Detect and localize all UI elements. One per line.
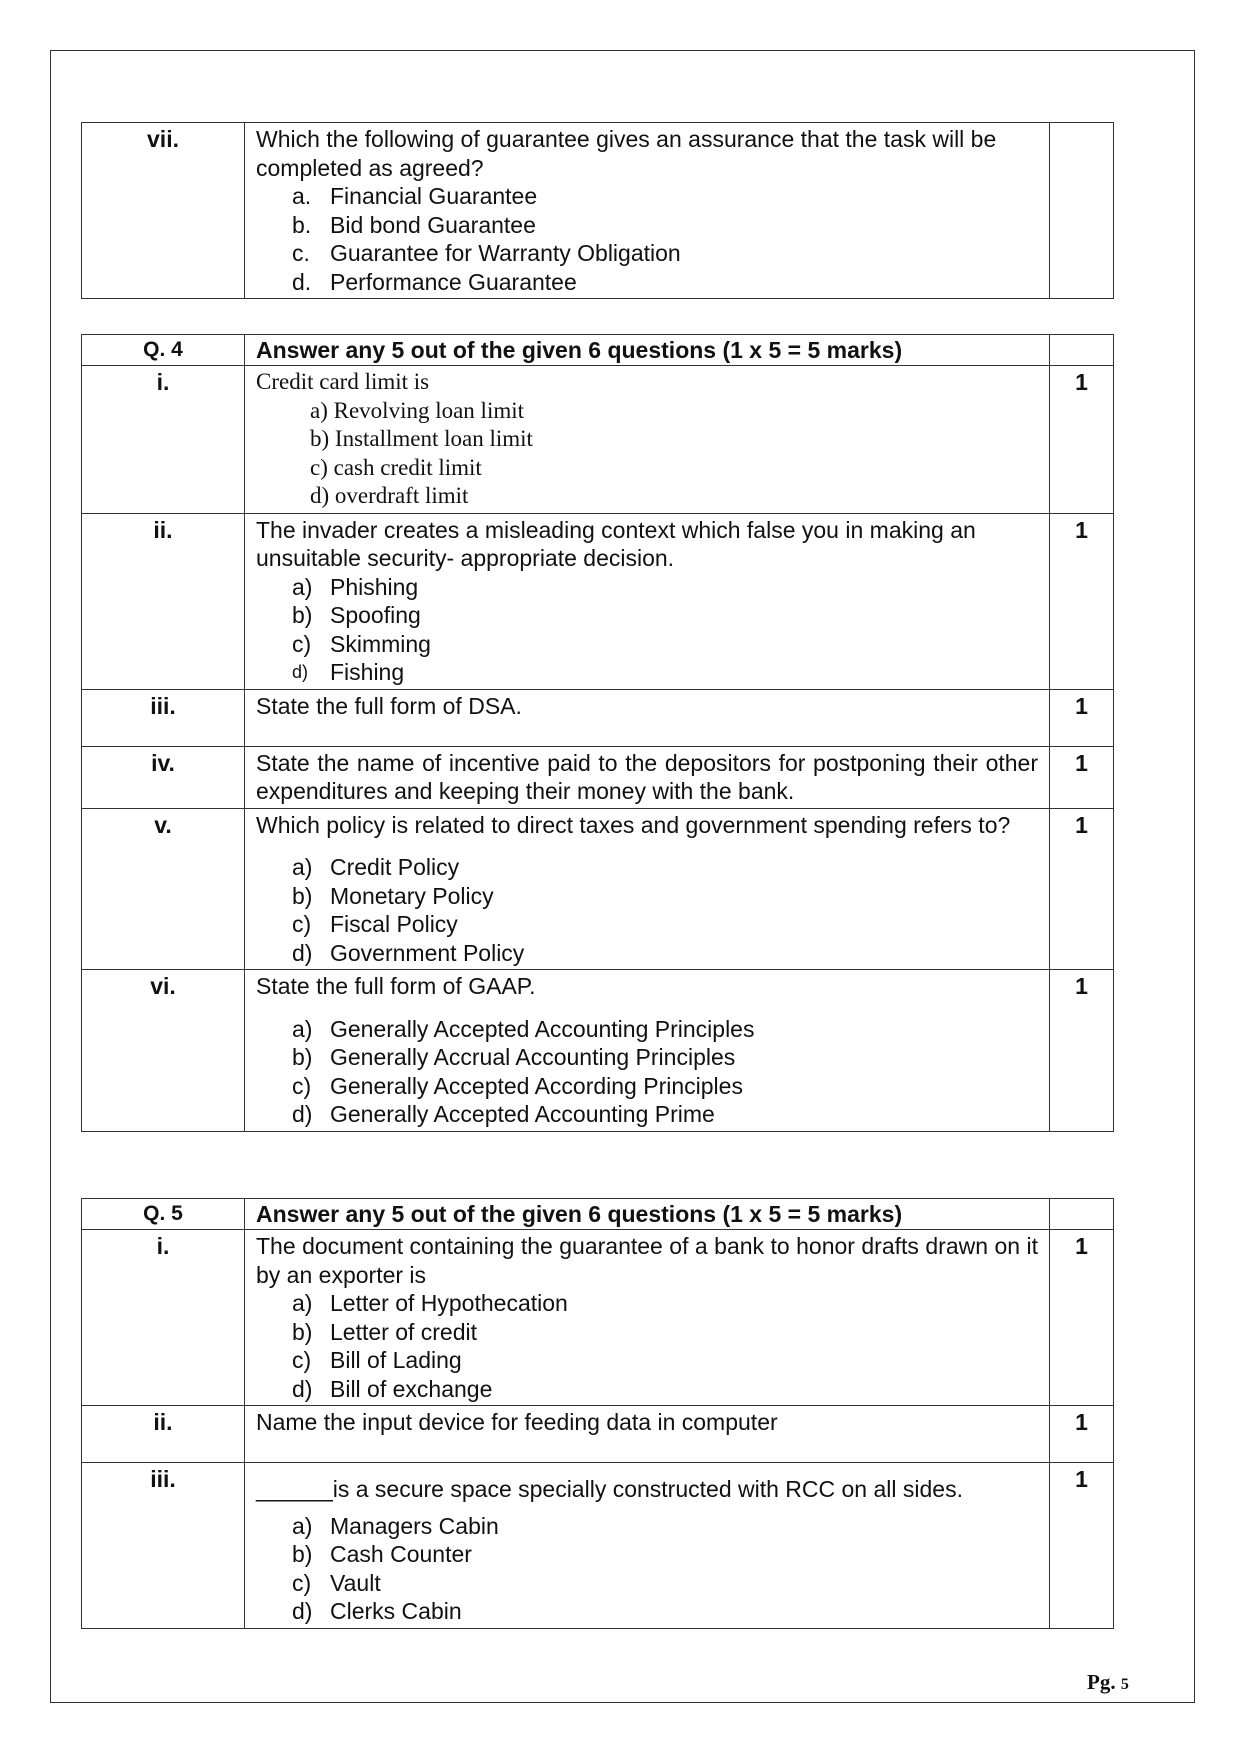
mark-cell: 1 xyxy=(1050,1230,1114,1406)
mark-cell: 1 xyxy=(1050,1463,1114,1629)
option-list xyxy=(256,182,1038,296)
option-item: d) overdraft limit xyxy=(310,483,469,508)
option-list xyxy=(256,1015,1038,1129)
question-row xyxy=(82,970,1114,1132)
question-cell xyxy=(245,513,1050,689)
question-cell xyxy=(245,1230,1050,1406)
option-item: b) Letter of credit xyxy=(292,1318,478,1345)
question-text: State the full form of DSA. xyxy=(256,692,522,719)
option-item: b. Bid bond Guarantee xyxy=(292,211,536,238)
question-text: Which the following of guarantee gives an assurance that the task will be completed as agreed? xyxy=(256,126,997,181)
option-list xyxy=(256,397,1038,511)
question-cell xyxy=(245,123,1050,299)
mark-cell: 1 xyxy=(1050,1406,1114,1463)
option-item: a) Managers Cabin xyxy=(292,1512,499,1539)
mark-cell: 1 xyxy=(1050,689,1114,746)
option-item: a) Revolving loan limit xyxy=(310,397,525,423)
question-text: State the full form of GAAP. xyxy=(256,973,536,999)
question-number: iii. xyxy=(82,1463,245,1629)
option-item: d) Bill of exchange xyxy=(292,1375,493,1402)
question-text: The invader creates a misleading context which false you in making an unsuitable security- appropriate decision. xyxy=(256,516,976,571)
option-list xyxy=(256,853,1038,967)
option-item: c) Fiscal Policy xyxy=(292,911,458,937)
question-row xyxy=(82,1406,1114,1463)
question-row xyxy=(82,513,1114,689)
option-item: b) Cash Counter xyxy=(292,1541,472,1567)
option-item: c. Guarantee for Warranty Obligation xyxy=(292,240,681,266)
mark-cell: 1 xyxy=(1050,746,1114,808)
question-number: vii. xyxy=(82,123,245,299)
option-item: a. Financial Guarantee xyxy=(292,183,538,209)
section-instruction: Answer any 5 out of the given 6 questions (1 x 5 = 5 marks) xyxy=(245,1199,1050,1230)
option-item: a) Credit Policy xyxy=(292,854,460,880)
question-text: Name the input device for feeding data in computer xyxy=(256,1409,778,1435)
option-item: c) Bill of Lading xyxy=(292,1347,462,1373)
question-cell xyxy=(245,746,1050,808)
question-text: The document containing the guarantee of a bank to honor drafts drawn on it by an exporter is xyxy=(256,1233,1038,1288)
question-cell xyxy=(245,1463,1050,1629)
question-number: iv. xyxy=(82,746,245,808)
option-item: a) Phishing xyxy=(292,573,419,600)
mark-cell: 1 xyxy=(1050,808,1114,970)
section-header xyxy=(82,1199,1114,1230)
question-cell xyxy=(245,970,1050,1132)
question-text: Which policy is related to direct taxes and government spending refers to? xyxy=(256,811,1011,838)
question-row xyxy=(82,746,1114,808)
option-item: d) Fishing xyxy=(292,659,405,685)
option-item: d) Generally Accepted Accounting Prime xyxy=(292,1101,715,1127)
option-item: b) Installment loan limit xyxy=(310,426,533,451)
question-cell xyxy=(245,808,1050,970)
question-row xyxy=(82,689,1114,746)
option-item: d) Clerks Cabin xyxy=(292,1598,462,1624)
question-number: vi. xyxy=(82,970,245,1132)
q5-table xyxy=(81,1198,1114,1629)
page-number-value: 5 xyxy=(1120,1676,1129,1693)
option-list xyxy=(256,1512,1038,1626)
option-list xyxy=(256,573,1038,687)
section-header xyxy=(82,335,1114,366)
option-item: a) Letter of Hypothecation xyxy=(292,1290,568,1316)
question-number: ii. xyxy=(82,1406,245,1463)
section-number: Q. 5 xyxy=(82,1199,245,1230)
mark-cell xyxy=(1050,123,1114,299)
option-item: c) Skimming xyxy=(292,630,431,657)
q3-table xyxy=(81,122,1114,299)
option-item: c) Generally Accepted According Principles xyxy=(292,1072,743,1099)
question-text: Credit card limit is xyxy=(256,369,430,394)
question-text: ______is a secure space specially constructed with RCC on all sides. xyxy=(256,1476,963,1502)
mark-cell: 1 xyxy=(1050,513,1114,689)
question-row xyxy=(82,1463,1114,1629)
question-number: i. xyxy=(82,1230,245,1406)
question-cell xyxy=(245,689,1050,746)
question-text: State the name of incentive paid to the depositors for postponing their other expenditures and keeping their money with the bank. xyxy=(256,749,1038,804)
question-number: i. xyxy=(82,366,245,514)
q4-table xyxy=(81,334,1114,1132)
question-row xyxy=(82,366,1114,514)
mark-cell: 1 xyxy=(1050,970,1114,1132)
option-item: d) Government Policy xyxy=(292,939,525,966)
question-row xyxy=(82,808,1114,970)
question-cell xyxy=(245,366,1050,514)
question-row xyxy=(82,123,1114,299)
option-item: b) Monetary Policy xyxy=(292,882,494,909)
option-item: d. Performance Guarantee xyxy=(292,268,577,295)
option-item: b) Generally Accrual Accounting Principles xyxy=(292,1044,736,1070)
page-prefix: Pg. xyxy=(1087,1670,1116,1694)
question-number: ii. xyxy=(82,513,245,689)
question-number: v. xyxy=(82,808,245,970)
section-instruction: Answer any 5 out of the given 6 questions (1 x 5 = 5 marks) xyxy=(245,335,1050,366)
option-item: a) Generally Accepted Accounting Principles xyxy=(292,1015,755,1042)
section-number: Q. 4 xyxy=(82,335,245,366)
question-row xyxy=(82,1230,1114,1406)
question-cell xyxy=(245,1406,1050,1463)
option-list xyxy=(256,1289,1038,1403)
page-number xyxy=(1087,1670,1129,1695)
question-number: iii. xyxy=(82,689,245,746)
option-item: b) Spoofing xyxy=(292,602,421,628)
mark-cell: 1 xyxy=(1050,366,1114,514)
option-item: c) Vault xyxy=(292,1569,381,1596)
option-item: c) cash credit limit xyxy=(310,454,482,480)
